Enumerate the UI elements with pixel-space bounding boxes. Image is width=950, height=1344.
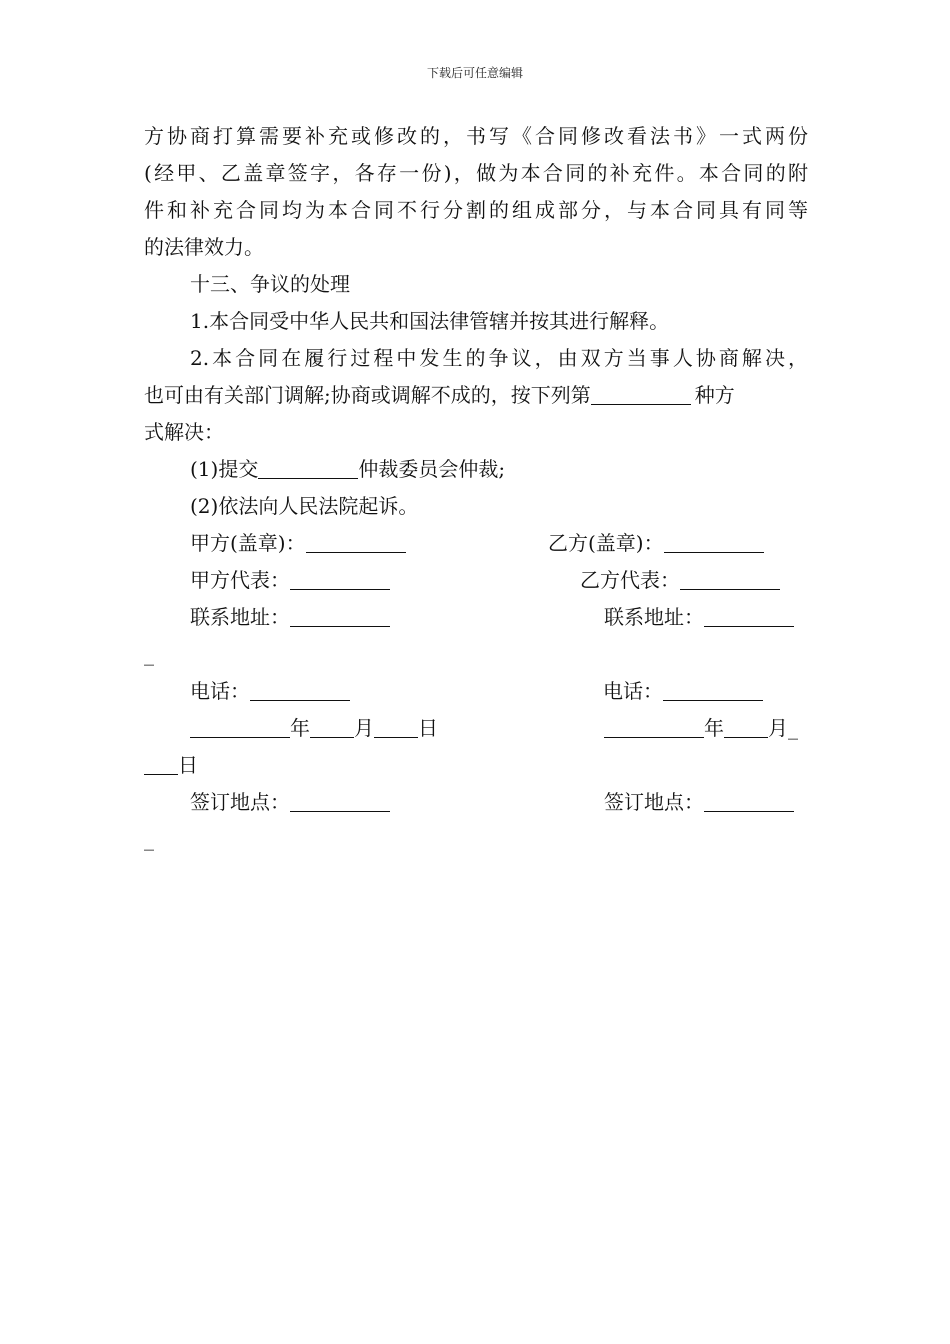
party-b-address-label: 联系地址： xyxy=(604,605,704,629)
clause-1: 1.本合同受中华人民共和国法律管辖并按其进行解释。 xyxy=(190,309,670,333)
party-b-date xyxy=(604,710,798,747)
party-a-seal-blank[interactable] xyxy=(306,528,406,553)
party-b-seal xyxy=(548,525,764,562)
party-b-rep-label: 乙方代表： xyxy=(580,568,680,592)
party-a-address-label: 联系地址： xyxy=(190,605,290,629)
option-1-text-pre: (1)提交 xyxy=(190,457,259,481)
party-b-day-blank[interactable] xyxy=(144,750,178,775)
month-label: 月 xyxy=(768,716,788,740)
party-a-address-blank[interactable] xyxy=(290,602,390,627)
signature-row-address xyxy=(144,599,808,636)
signature-row-place xyxy=(144,784,808,821)
party-a-address xyxy=(190,599,390,636)
day-label: 日 xyxy=(178,753,198,777)
party-b-phone-blank[interactable] xyxy=(663,676,763,701)
party-a-place-label: 签订地点： xyxy=(190,790,290,814)
month-label: 月 xyxy=(354,716,374,740)
clause-2-line-3: 式解决： xyxy=(144,420,224,444)
clause-2-line-2 xyxy=(144,377,808,414)
year-label: 年 xyxy=(290,716,310,740)
signature-row-phone xyxy=(144,673,808,710)
method-number-blank[interactable] xyxy=(591,380,691,405)
option-1-text-post: 仲裁委员会仲裁; xyxy=(358,457,506,481)
party-b-place xyxy=(604,784,794,821)
option-1 xyxy=(144,451,808,488)
party-b-rep-blank[interactable] xyxy=(680,565,780,590)
party-a-seal-label: 甲方(盖章)： xyxy=(190,531,306,555)
party-b-place-label: 签订地点： xyxy=(604,790,704,814)
party-b-phone xyxy=(603,673,763,710)
party-b-address xyxy=(604,599,794,636)
arbitration-committee-blank[interactable] xyxy=(258,454,358,479)
party-a-phone-label: 电话： xyxy=(190,679,250,703)
page-header: 下载后可任意编辑 xyxy=(426,66,523,80)
party-b-place-blank[interactable] xyxy=(704,787,794,812)
paragraph-line: (经甲、乙盖章签字，各存一份)，做为本合同的补充件。本合同的附 xyxy=(144,161,808,185)
year-label: 年 xyxy=(704,716,724,740)
clause-2-text-pre: 也可由有关部门调解;协商或调解不成的，按下列第 xyxy=(144,383,591,407)
party-a-seal xyxy=(190,525,406,562)
clause-2-line-1: 2.本合同在履行过程中发生的争议，由双方当事人协商解决， xyxy=(190,346,808,370)
party-b-month-blank[interactable] xyxy=(724,713,768,738)
party-a-day-blank[interactable] xyxy=(374,713,418,738)
party-a-phone xyxy=(190,673,350,710)
document-body xyxy=(144,118,808,858)
party-b-year-blank[interactable] xyxy=(604,713,704,738)
party-b-seal-label: 乙方(盖章)： xyxy=(548,531,664,555)
party-a-year-blank[interactable] xyxy=(190,713,290,738)
party-a-date xyxy=(190,710,438,747)
party-a-place xyxy=(190,784,390,821)
paragraph-line: 件和补充合同均为本合同不行分割的组成部分，与本合同具有同等 xyxy=(144,198,808,222)
paragraph-line: 的法律效力。 xyxy=(144,235,264,259)
party-b-day-wrap xyxy=(144,747,808,784)
signature-row-rep xyxy=(144,562,808,599)
section-title: 十三、争议的处理 xyxy=(190,272,350,296)
party-a-month-blank[interactable] xyxy=(310,713,354,738)
party-b-seal-blank[interactable] xyxy=(664,528,764,553)
party-b-address-blank[interactable] xyxy=(704,602,794,627)
day-label: 日 xyxy=(418,716,438,740)
party-b-rep xyxy=(580,562,780,599)
party-a-phone-blank[interactable] xyxy=(250,676,350,701)
wrap-underscore: _ xyxy=(788,716,798,740)
party-a-place-blank[interactable] xyxy=(290,787,390,812)
option-2: (2)依法向人民法院起诉。 xyxy=(190,494,419,518)
signature-row-date xyxy=(144,710,808,747)
paragraph-line: 方协商打算需要补充或修改的，书写《合同修改看法书》一式两份 xyxy=(144,124,808,148)
party-a-rep-label: 甲方代表： xyxy=(190,568,290,592)
signature-row-seal xyxy=(144,525,808,562)
party-a-rep-blank[interactable] xyxy=(290,565,390,590)
party-b-phone-label: 电话： xyxy=(603,679,663,703)
party-a-rep xyxy=(190,562,390,599)
clause-2-text-post: 种方 xyxy=(694,383,735,407)
wrap-underscore: _ xyxy=(144,642,154,666)
wrap-underscore: _ xyxy=(144,827,154,851)
